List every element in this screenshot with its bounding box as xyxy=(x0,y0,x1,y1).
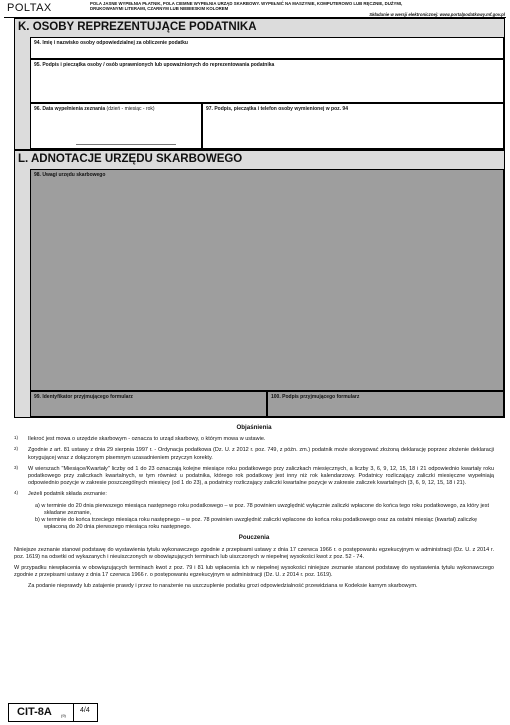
section-k xyxy=(14,18,505,150)
note-1-mark: 1) xyxy=(14,435,19,441)
header-note-line2: DRUKOWANYMI LITERAMI, CZARNYM LUB NIEBIESKIM KOLOREM xyxy=(90,6,229,12)
note-4-text: Jeżeli podatnik składa zeznanie: xyxy=(28,491,107,498)
note-1 xyxy=(14,436,494,443)
field-96-title: 96. Data wypełnienia zeznania xyxy=(34,106,106,112)
date-boxes xyxy=(76,140,176,145)
note-4b: b) w terminie do końca trzeciego miesiąca roku następnego – w poz. 78 powinien uwzględnić zaliczki wpłacone do końca roku podatkowego oraz za ostatni miesiąc (kwartał) zaliczkę wpłaconą do 20 dnia pierwszego miesiąca roku następnego. xyxy=(35,517,478,531)
form-code: CIT-8A xyxy=(17,706,52,718)
field-96-date[interactable] xyxy=(30,103,202,149)
note-2 xyxy=(14,447,494,461)
instruction-p3: Za podanie nieprawdy lub zatajenie prawdy i przez to narażenie na uszczuplenie podatku grozi odpowiedzialność przewidziana w Kodeksie karnym skarbowym. xyxy=(28,583,418,590)
section-l-title: L. ADNOTACJE URZĘDU SKARBOWEGO xyxy=(18,153,243,165)
header-electronic-note: Składanie w wersji elektronicznej: www.portalpodatkowy.mf.gov.pl xyxy=(369,12,505,17)
field-98-remarks xyxy=(30,169,504,391)
field-98-label: 98. Uwagi urzędu skarbowego xyxy=(34,172,106,178)
note-3-text: W wierszach "Miesiące/Kwartały" liczby od 1 do 23 oznaczają kolejne miesiące roku podatkowego przy zaliczkach miesięcznych, a liczby 3, 6, 9, 12, 15, 18 i 21 odpowiednio kwartały roku podatkowego przy zaliczkach kwartalnych, w tym również u podatnika, którego rok podatkowy jest inny niż rok kalendarzowy. Podatnicy rozliczający zaliczki miesięczne wypełniają odpowiednio pozycje w zakresie poszczególnych miesięcy (od 1 do 23), a podatnicy rozliczający zaliczki kwartalne pozycje w zakresie zaliczek kwartalnych (3, 6, 9, 12, 15, 18 i 21). xyxy=(28,465,494,487)
note-2-mark: 2) xyxy=(14,446,19,452)
instruction-title: Pouczenia xyxy=(238,534,270,542)
field-96-hint: (dzień - miesiąc - rok) xyxy=(106,106,155,112)
header-note-line1: POLA JASNE WYPEŁNIA PŁATNIK, POLA CIEMNE WYPEŁNIA URZĄD SKARBOWY. WYPEŁNIĆ NA MASZYNIE, KOMPUTEROWO LUB RĘCZNIE, DUŻYMI, xyxy=(90,1,403,6)
field-97-signature-phone[interactable] xyxy=(202,103,504,149)
field-99-identifier xyxy=(30,391,267,417)
field-100-signature xyxy=(267,391,504,417)
note-3 xyxy=(14,466,494,488)
instruction-p2: W przypadku niewpłacenia w obowiązujących terminach kwot z poz. 79 i 81 lub wpłacenia ich w niepełnej wysokości niniejsze zeznanie stanowi podstawę do wystawienia tytułu wykonawczego zgodnie z przepisami ustawy z dnia 17 czerwca 1966 r. o postępowaniu egzekucyjnym w administracji (Dz. U. z 2014 r. poz. 1619). xyxy=(14,565,494,579)
field-96-label xyxy=(34,106,155,112)
field-99-label: 99. Identyfikator przyjmującego formularz xyxy=(34,394,133,400)
field-95-label: 95. Podpis i pieczątka osoby / osób uprawnionych lub upoważnionych do reprezentowania podatnika xyxy=(34,62,275,68)
field-97-label: 97. Podpis, pieczątka i telefon osoby wymienionej w poz. 94 xyxy=(206,106,348,112)
footer-divider xyxy=(73,704,74,721)
explanations xyxy=(14,424,494,595)
form-version: (9) xyxy=(61,713,66,718)
field-100-label: 100. Podpis przyjmującego formularz xyxy=(271,394,360,400)
instruction-p1: Niniejsze zeznanie stanowi podstawę do wystawienia tytułu wykonawczego zgodnie z przepisami ustawy z dnia 17 czerwca 1966 r. o postępowaniu egzekucyjnym w administracji (Dz. U. z 2014 r. poz. 1619) na odsetki od wykazanych i nieuiszczonych w obowiązujących terminach lub uiszczonych w niepełnej wysokości kwot z poz. 52 - 74. xyxy=(14,546,494,560)
explanations-title: Objaśnienia xyxy=(236,424,272,431)
section-l xyxy=(14,150,505,418)
note-1-text: Ilekroć jest mowa o urzędzie skarbowym - oznacza to urząd skarbowy, o którym mowa w ustawie. xyxy=(28,436,266,443)
note-3-mark: 3) xyxy=(14,464,19,470)
form-instructions-header xyxy=(90,1,505,17)
form-footer xyxy=(8,703,98,722)
note-4-mark: 4) xyxy=(14,490,19,496)
field-95-signature[interactable] xyxy=(30,59,504,103)
field-94-label: 94. Imię i nazwisko osoby odpowiedzialnej za obliczenie podatku xyxy=(34,40,188,46)
note-2-text: Zgodnie z art. 81 ustawy z dnia 29 sierpnia 1997 r. - Ordynacja podatkowa (Dz. U. z 2012 r. poz. 749, z późn. zm.) podatnik może skorygować złożoną deklarację poprzez złożenie deklaracji korygującej wraz z dołączonym pisemnym uzasadnieniem przyczyn korekty. xyxy=(28,447,494,461)
note-4 xyxy=(14,491,494,498)
note-4a: a) w terminie do 20 dnia pierwszego miesiąca następnego roku podatkowego – w poz. 78 powinien uwzględnić wyłącznie zaliczki wpłacone do końca tego roku podatkowego, za który jest składane zeznanie, xyxy=(35,502,490,516)
field-94-name[interactable] xyxy=(30,37,504,59)
brand-label: POLTAX xyxy=(7,2,52,14)
page-number: 4/4 xyxy=(80,707,90,714)
section-k-title: K. OSOBY REPREZENTUJĄCE PODATNIKA xyxy=(18,21,257,33)
